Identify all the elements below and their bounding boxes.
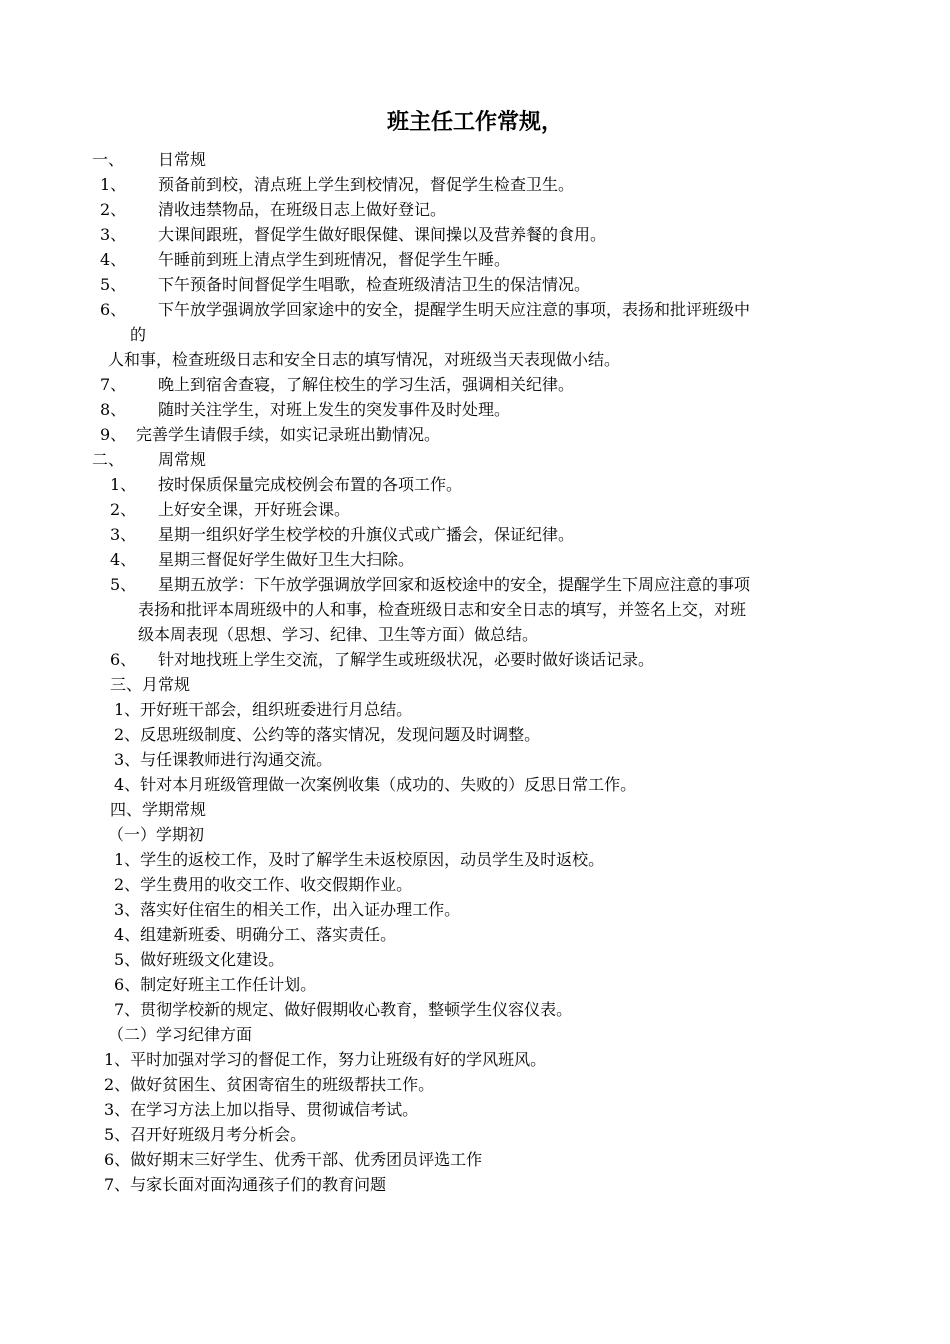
item-text: 预备前到校，清点班上学生到校情况，督促学生检查卫生。 — [158, 175, 575, 194]
section-heading-semester: 四、学期常规 — [110, 800, 207, 819]
list-item: 3、与任课教师进行沟通交流。 — [114, 750, 333, 769]
item-text: 大课间跟班，督促学生做好眼保健、课间操以及营养餐的食用。 — [158, 225, 607, 244]
list-item: 4、针对本月班级管理做一次案例收集（成功的、失败的）反思日常工作。 — [114, 775, 637, 794]
item-number: 6、 — [100, 300, 127, 319]
item-number: 3、 — [100, 225, 127, 244]
item-number: 6、 — [110, 650, 137, 669]
list-item: 5、召开好班级月考分析会。 — [104, 1125, 307, 1144]
item-text: 午睡前到班上清点学生到班情况，督促学生午睡。 — [158, 250, 511, 269]
list-item: 2、学生费用的收交工作、收交假期作业。 — [114, 875, 413, 894]
item-text: 星期三督促好学生做好卫生大扫除。 — [158, 550, 415, 569]
item-text: 上好安全课，开好班会课。 — [158, 500, 351, 519]
subsection-heading: （二）学习纪律方面 — [108, 1025, 253, 1044]
list-item: 2、反思班级制度、公约等的落实情况，发现问题及时调整。 — [114, 725, 541, 744]
list-item: 7、与家长面对面沟通孩子们的教育问题 — [104, 1175, 387, 1194]
item-number: 1、 — [100, 175, 127, 194]
list-item: 7、贯彻学校新的规定、做好假期收心教育，整顿学生仪容仪表。 — [114, 1000, 573, 1019]
item-number: 2、 — [100, 200, 127, 219]
item-text: 随时关注学生，对班上发生的突发事件及时处理。 — [158, 400, 511, 419]
item-text: 清收违禁物品，在班级日志上做好登记。 — [158, 200, 447, 219]
list-item: 6、做好期末三好学生、优秀干部、优秀团员评选工作 — [104, 1150, 483, 1169]
list-item: 6、制定好班主工作任计划。 — [114, 975, 317, 994]
list-item: 2、做好贫困生、贫困寄宿生的班级帮扶工作。 — [104, 1075, 435, 1094]
item-text: 下午放学强调放学回家途中的安全，提醒学生明天应注意的事项，表扬和批评班级中 — [158, 300, 751, 319]
item-text-wrap: 的 — [130, 325, 147, 344]
item-number: 2、 — [110, 500, 137, 519]
list-item: 1、平时加强对学习的督促工作，努力让班级有好的学风班风。 — [104, 1050, 547, 1069]
subsection-heading: （一）学期初 — [108, 825, 205, 844]
item-number: 1、 — [110, 475, 137, 494]
item-number: 3、 — [110, 525, 137, 544]
item-text-wrap: 人和事，检查班级日志和安全日志的填写情况，对班级当天表现做小结。 — [108, 350, 621, 369]
document-title: 班主任工作常规， — [386, 109, 563, 135]
section-title: 周常规 — [158, 450, 207, 469]
item-text-wrap: 表扬和批评本周班级中的人和事，检查班级日志和安全日志的填写，并签名上交，对班 — [138, 600, 747, 619]
item-number: 8、 — [100, 400, 127, 419]
list-item: 5、做好班级文化建设。 — [114, 950, 285, 969]
item-text: 晚上到宿舍查寝，了解住校生的学习生活，强调相关纪律。 — [158, 375, 575, 394]
list-item: 3、落实好住宿生的相关工作，出入证办理工作。 — [114, 900, 461, 919]
item-text: 下午预备时间督促学生唱歌，检查班级清洁卫生的保洁情况。 — [158, 275, 591, 294]
item-number: 5、 — [100, 275, 127, 294]
list-item: 1、学生的返校工作，及时了解学生未返校原因，动员学生及时返校。 — [114, 850, 605, 869]
section-number: 二、 — [92, 450, 125, 469]
list-item: 4、组建新班委、明确分工、落实责任。 — [114, 925, 397, 944]
item-text: 按时保质保量完成校例会布置的各项工作。 — [158, 475, 463, 494]
section-number: 一、 — [92, 150, 125, 169]
section-heading-monthly: 三、月常规 — [110, 675, 191, 694]
item-text-wrap: 级本周表现（思想、学习、纪律、卫生等方面）做总结。 — [138, 625, 539, 644]
section-title: 日常规 — [158, 150, 207, 169]
item-text: 针对地找班上学生交流，了解学生或班级状况，必要时做好谈话记录。 — [158, 650, 655, 669]
item-number: 4、 — [110, 550, 137, 569]
item-text: 完善学生请假手续，如实记录班出勤情况。 — [136, 425, 441, 444]
list-item: 3、在学习方法上加以指导、贯彻诚信考试。 — [104, 1100, 419, 1119]
item-number: 5、 — [110, 575, 137, 594]
item-number: 7、 — [100, 375, 127, 394]
list-item: 1、开好班干部会，组织班委进行月总结。 — [114, 700, 413, 719]
item-text: 星期一组织好学生校学校的升旗仪式或广播会，保证纪律。 — [158, 525, 575, 544]
item-text: 星期五放学：下午放学强调放学回家和返校途中的安全，提醒学生下周应注意的事项 — [158, 575, 751, 594]
item-number: 4、 — [100, 250, 127, 269]
item-number: 9、 — [100, 425, 127, 444]
